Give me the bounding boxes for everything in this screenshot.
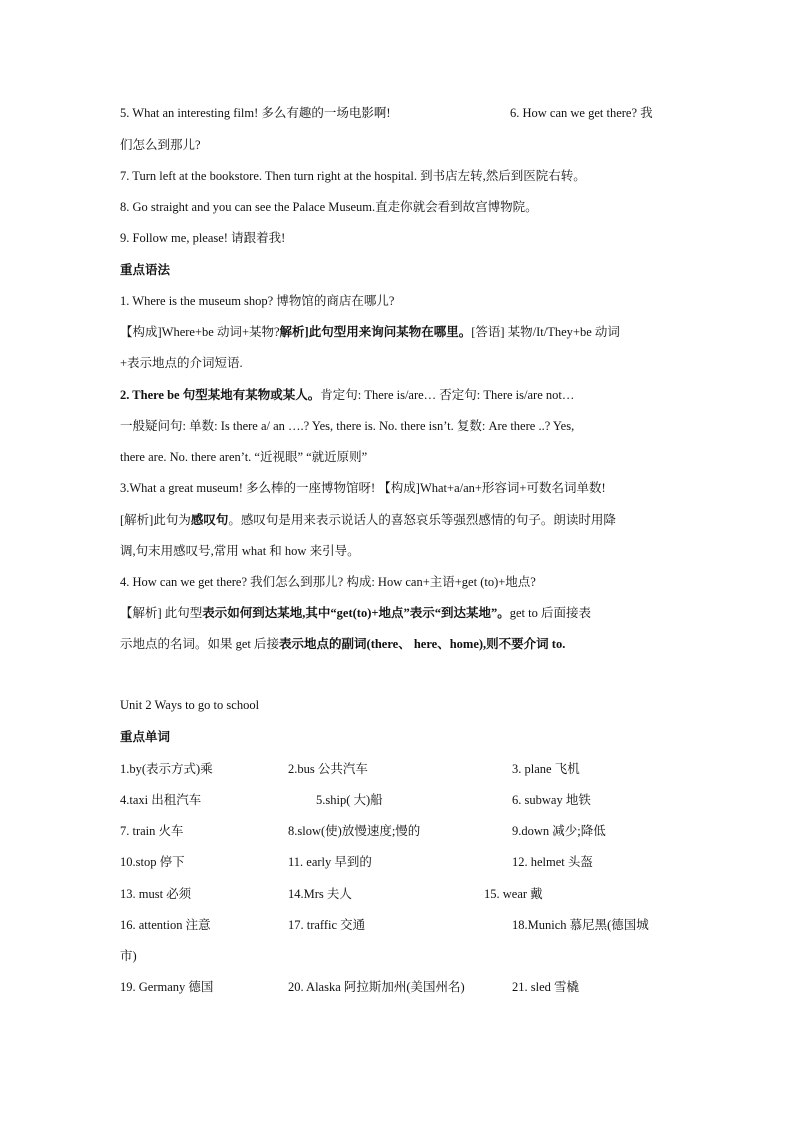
vocab-item: 11. early 早到的	[288, 855, 372, 869]
grammar-3: 3.What a great museum! 多么棒的一座博物馆呀! 【构成]What+a/an+形容词+可数名词单数!	[120, 481, 606, 495]
analysis-prefix: [解析]此句为	[120, 513, 191, 527]
there-be: 2. There be	[120, 388, 180, 402]
structure-text: 【构成]Where+be 动词+某物?	[120, 325, 280, 339]
sentence-7: 7. Turn left at the bookstore. Then turn right at the hospital. 到书店左转,然后到医院右转。	[120, 169, 586, 183]
vocab-item: 14.Mrs 夫人	[288, 887, 352, 901]
vocab-item: 18.Munich 慕尼黑(德国城	[512, 918, 649, 932]
grammar-4-analysis	[120, 605, 591, 621]
grammar-4-cont	[120, 636, 565, 652]
sentence-5: 5. What an interesting film! 多么有趣的一场电影啊!	[120, 106, 391, 120]
vocab-item: 3. plane 飞机	[512, 762, 580, 776]
cont-prefix: 示地点的名词。如果 get 后接	[120, 637, 280, 651]
analysis-bold-2: 表示如何到达某地,其中“get(to)+地点”表示“到达某地”。	[202, 606, 510, 620]
grammar-1-structure	[120, 324, 620, 340]
vocab-item: 10.stop 停下	[120, 855, 185, 869]
vocab-item: 8.slow(使)放慢速度;慢的	[288, 824, 421, 838]
grammar-3-cont: 调,句末用感叹号,常用 what 和 how 来引导。	[120, 544, 360, 558]
unit-title: Unit 2 Ways to go to school	[120, 698, 260, 712]
vocab-item: 15. wear 戴	[484, 887, 543, 901]
vocab-item: 12. helmet 头盔	[512, 855, 593, 869]
sentence-6: 6. How can we get there? 我	[510, 106, 653, 120]
analysis-tail-2: get to 后面接表	[509, 606, 591, 620]
heading-key-grammar: 重点语法	[120, 263, 171, 277]
vocab-item: 17. traffic 交通	[288, 918, 366, 932]
vocab-item: 4.taxi 出租汽车	[120, 793, 202, 807]
answer-text: [答语] 某物/It/They+be 动词	[471, 325, 620, 339]
grammar-1-cont: +表示地点的介词短语.	[120, 356, 243, 370]
there-be-forms: 肯定句: There is/are… 否定句: There is/are not…	[320, 388, 575, 402]
vocab-item: 16. attention 注意	[120, 918, 211, 932]
vocab-item: 19. Germany 德国	[120, 980, 214, 994]
grammar-2-cont: there are. No. there aren’t. “近视眼” “就近原则”	[120, 450, 368, 464]
analysis-body: 。感叹句是用来表示说话人的喜怒哀乐等强烈感情的句子。朗读时用降	[228, 513, 616, 527]
vocab-item: 6. subway 地铁	[512, 793, 591, 807]
vocab-item: 20. Alaska 阿拉斯加州(美国州名)	[288, 980, 465, 994]
grammar-3-analysis	[120, 512, 616, 528]
there-be-meaning: 句型某地有某物或某人。	[179, 388, 321, 402]
grammar-1: 1. Where is the museum shop? 博物馆的商店在哪儿?	[120, 294, 395, 308]
vocab-item: 21. sled 雪橇	[512, 980, 580, 994]
vocab-item: 7. train 火车	[120, 824, 184, 838]
analysis-prefix-2: 【解析] 此句型	[120, 606, 203, 620]
vocab-item: 2.bus 公共汽车	[288, 762, 368, 776]
analysis-text: 解析]此句型用来询问某物在哪里。	[279, 325, 472, 339]
vocab-item: 5.ship( 大)船	[316, 793, 383, 807]
cont-bold: 表示地点的副词(there、 here、home),则不要介词 to.	[279, 637, 566, 651]
grammar-2-questions: 一般疑问句: 单数: Is there a/ an ….? Yes, there is. No. there isn’t. 复数: Are there ..? Yes,	[120, 419, 575, 433]
sentence-6-cont: 们怎么到那儿?	[120, 138, 201, 152]
vocab-item: 1.by(表示方式)乘	[120, 762, 213, 776]
sentence-8: 8. Go straight and you can see the Palace Museum.直走你就会看到故宫博物院。	[120, 200, 538, 214]
grammar-4: 4. How can we get there? 我们怎么到那儿? 构成: How can+主语+get (to)+地点?	[120, 575, 536, 589]
sentence-9: 9. Follow me, please! 请跟着我!	[120, 231, 286, 245]
grammar-2	[120, 387, 574, 403]
vocab-item: 13. must 必须	[120, 887, 192, 901]
vocab-item-wrap: 市)	[120, 949, 137, 963]
vocab-item: 9.down 减少;降低	[512, 824, 606, 838]
exclamation-term: 感叹句	[190, 513, 229, 527]
heading-key-words: 重点单词	[120, 730, 171, 744]
